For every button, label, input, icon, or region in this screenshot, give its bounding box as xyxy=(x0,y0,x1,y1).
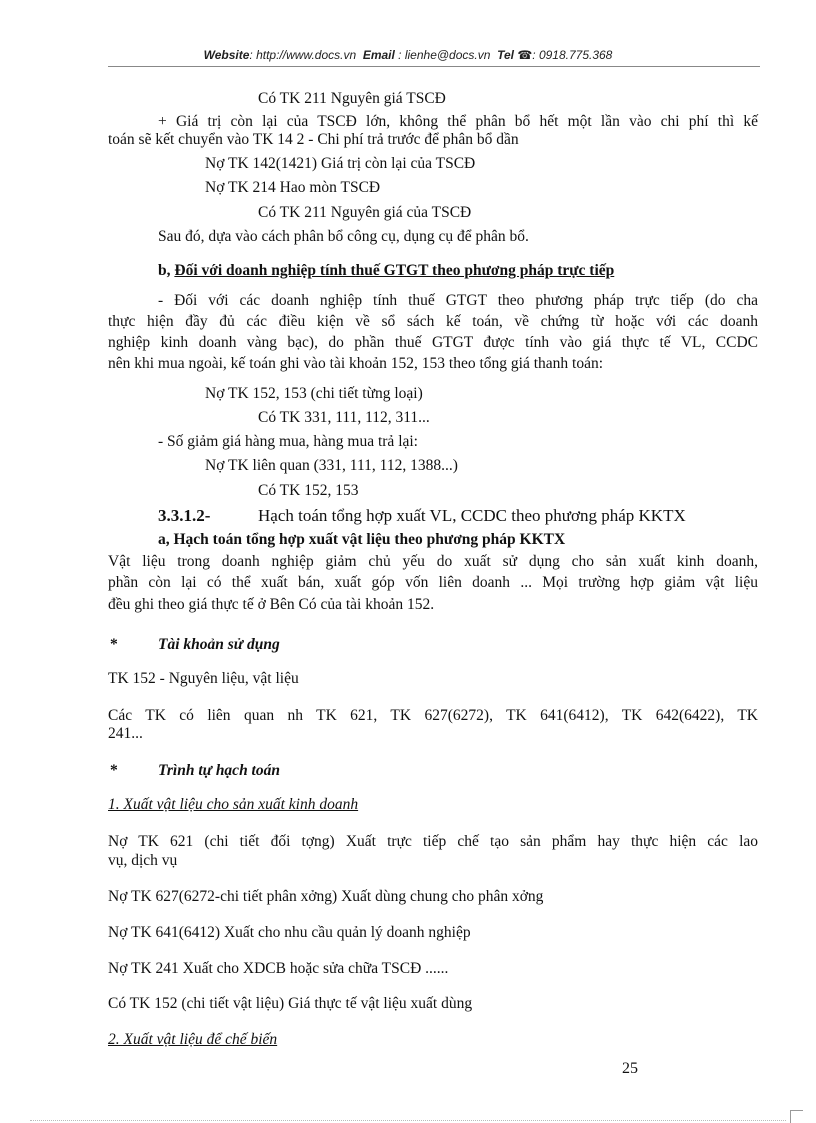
section-heading-b xyxy=(158,262,614,280)
text-line: Nợ TK 641(6412) Xuất cho nhu cầu quản lý doanh nghiệp xyxy=(108,924,471,941)
text-line: Vật liệu trong doanh nghiệp giảm chủ yếu do xuất sử dụng cho sản xuất kinh doanh, xyxy=(108,553,758,570)
heading-text: Đối với doanh nghiệp tính thuế GTGT theo phương pháp trực tiếp xyxy=(174,262,615,279)
website-url[interactable]: : http://www.docs.vn xyxy=(249,48,357,62)
footer-divider xyxy=(30,1120,786,1121)
text-line: TK 152 - Nguyên liệu, vật liệu xyxy=(108,670,299,687)
page-number: 25 xyxy=(622,1060,638,1077)
text-line: 241... xyxy=(108,725,143,742)
section-number: 3.3.1.2- xyxy=(158,506,211,525)
list-heading: 2. Xuất vật liệu để chế biến xyxy=(108,1031,278,1048)
text-line: nên khi mua ngoài, kế toán ghi vào tài khoản 152, 153 theo tổng giá thanh toán: xyxy=(108,355,604,372)
tel-label: Tel xyxy=(497,48,514,62)
text-line: Nợ TK 241 Xuất cho XDCB hoặc sửa chữa TSCĐ ...... xyxy=(108,960,449,977)
header-divider xyxy=(108,66,760,67)
text-line: Nợ TK 214 Hao mòn TSCĐ xyxy=(205,179,381,196)
section-title xyxy=(258,507,686,525)
heading-prefix: b, xyxy=(158,262,175,279)
bullet-star: * xyxy=(110,762,118,779)
text-line: Các TK có liên quan nh TK 621, TK 627(6272), TK 641(6412), TK 642(6422), TK xyxy=(108,707,758,724)
text-line: Nợ TK 152, 153 (chi tiết từng loại) xyxy=(205,385,423,402)
list-heading: 1. Xuất vật liệu cho sản xuất kinh doanh xyxy=(108,796,359,813)
text-line: Có TK 211 Nguyên giá của TSCĐ xyxy=(258,204,472,221)
text-line: Có TK 152, 153 xyxy=(258,482,359,499)
section-title-text: Hạch toán tổng hợp xuất VL, CCDC theo phương pháp KKTX xyxy=(258,506,686,525)
text-line: - Đối với các doanh nghiệp tính thuế GTGT theo phương pháp trực tiếp (do cha xyxy=(158,292,758,309)
text-line: Có TK 211 Nguyên giá TSCĐ xyxy=(258,90,446,107)
website-label: Website xyxy=(203,48,250,62)
text-line: Có TK 152 (chi tiết vật liệu) Giá thực tế vật liệu xuất dùng xyxy=(108,995,473,1012)
subheading: Tài khoản sử dụng xyxy=(158,636,280,653)
subheading: Trình tự hạch toán xyxy=(158,762,280,779)
page-header xyxy=(0,48,816,62)
text-line: + Giá trị còn lại của TSCĐ lớn, không thể phân bổ hết một lần vào chi phí thì kế xyxy=(158,113,758,130)
text-line: thực hiện đầy đủ các điều kiện về sổ sách kế toán, về chứng từ hoặc với các doanh xyxy=(108,313,758,330)
text-line: Sau đó, dựa vào cách phân bổ công cụ, dụng cụ để phân bổ. xyxy=(158,228,529,245)
bullet-star: * xyxy=(110,636,118,653)
phone-icon: ☎ xyxy=(517,48,533,62)
email-value[interactable]: : lienhe@docs.vn xyxy=(398,48,491,62)
text-line: phần còn lại có thể xuất bán, xuất góp vốn liên doanh ... Mọi trường hợp giảm vật liệu xyxy=(108,574,758,591)
text-line: Nợ TK 627(6272-chi tiết phân xởng) Xuất dùng chung cho phân xởng xyxy=(108,888,544,905)
text-line: - Số giảm giá hàng mua, hàng mua trả lại: xyxy=(158,433,418,450)
email-label: Email xyxy=(362,48,395,62)
subsection-heading: a, Hạch toán tổng hợp xuất vật liệu theo phương pháp KKTX xyxy=(158,531,566,548)
text-line: Nợ TK 142(1421) Giá trị còn lại của TSCĐ xyxy=(205,155,476,172)
text-line: toán sẽ kết chuyển vào TK 14 2 - Chi phí trả trước để phân bổ dần xyxy=(108,131,519,148)
page-corner-mark xyxy=(790,1110,803,1123)
text-line: vụ, dịch vụ xyxy=(108,852,178,869)
tel-value: : 0918.775.368 xyxy=(532,48,613,62)
text-line: Nợ TK 621 (chi tiết đối tợng) Xuất trực tiếp chế tạo sản phẩm hay thực hiện các lao xyxy=(108,833,758,850)
text-line: nghiệp kinh doanh vàng bạc), do phần thuế GTGT được tính vào giá thực tế VL, CCDC xyxy=(108,334,758,351)
text-line: Nợ TK liên quan (331, 111, 112, 1388...) xyxy=(205,457,458,474)
text-line: Có TK 331, 111, 112, 311... xyxy=(258,409,430,426)
text-line: đều ghi theo giá thực tế ở Bên Có của tài khoản 152. xyxy=(108,596,435,613)
